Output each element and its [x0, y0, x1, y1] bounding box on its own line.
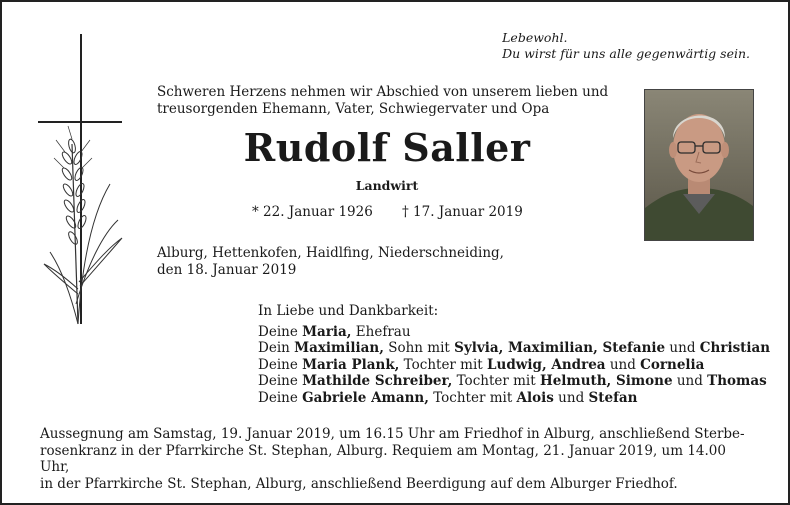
mourner-line — [258, 373, 770, 390]
mourner-name: Alois — [516, 389, 554, 406]
portrait-photo — [644, 89, 754, 241]
mourner-text: und — [553, 389, 589, 406]
cross-with-wheat-icon — [38, 34, 128, 334]
intro-text — [157, 84, 637, 118]
mourner-name: Mathilde Schreiber, — [302, 373, 453, 389]
mourner-line — [258, 324, 770, 341]
mourner-text: Ehefrau — [351, 323, 411, 340]
ceremony-line: rosenkranz in der Pfarrkirche St. Stephan, Alburg. Requiem am Montag, 21. Januar 2019, um 14.00 Uhr, — [40, 442, 726, 475]
mourner-text: Deine — [258, 356, 303, 373]
mourner-name: Sylvia, Maximilian, Stefanie — [454, 340, 666, 356]
mourner-text: Tochter mit — [428, 389, 517, 406]
mourner-name: Ludwig, Andrea — [487, 356, 606, 373]
motto-line: Du wirst für uns alle gegenwärtig sein. — [502, 46, 750, 61]
mourner-name: Thomas — [707, 373, 767, 389]
mourner-text: Sohn mit — [383, 340, 455, 356]
mourner-line — [258, 357, 770, 374]
mourner-name: Helmuth, Simone — [539, 373, 673, 389]
mourner-name: Maximilian, — [294, 340, 384, 356]
mourners-list — [258, 303, 770, 406]
mourner-name: Cornelia — [640, 356, 705, 373]
birth-date: * 22. Januar 1926 — [252, 204, 373, 220]
mourner-line — [258, 390, 770, 407]
mourner-name: Stefan — [588, 389, 638, 406]
intro-line: treusorgenden Ehemann, Vater, Schwiegervater und Opa — [157, 101, 550, 117]
ceremony-details — [40, 426, 756, 492]
occupation: Landwirt — [355, 178, 419, 193]
mourner-text: Deine — [258, 389, 303, 406]
mourner-text: und — [672, 373, 708, 389]
mourner-line — [258, 340, 770, 357]
mourner-text: und — [665, 340, 700, 356]
motto-line: Lebewohl. — [502, 30, 568, 45]
date-line: den 18. Januar 2019 — [157, 262, 297, 278]
motto — [502, 30, 750, 62]
mourner-name: Maria, — [302, 323, 352, 340]
deceased-name: Rudolf Saller — [243, 125, 531, 170]
ceremony-line: Aussegnung am Samstag, 19. Januar 2019, um 16.15 Uhr am Friedhof in Alburg, anschließend Sterbe- — [40, 426, 745, 442]
mourner-name: Gabriele Amann, — [302, 389, 429, 406]
death-date: † 17. Januar 2019 — [402, 204, 523, 220]
mourner-lines — [258, 324, 770, 407]
mourner-name: Christian — [699, 340, 771, 356]
place-and-date — [157, 245, 504, 279]
place-line: Alburg, Hettenkofen, Haidlfing, Niederschneiding, — [157, 245, 504, 261]
mourner-text: Tochter mit — [399, 356, 488, 373]
intro-line: Schweren Herzens nehmen wir Abschied von unserem lieben und — [157, 84, 609, 100]
mourner-text: Deine — [258, 323, 303, 340]
mourners-heading: In Liebe und Dankbarkeit: — [258, 303, 439, 319]
mourner-text: und — [605, 356, 641, 373]
mourner-text: Tochter mit — [452, 373, 540, 389]
mourner-text: Deine — [258, 373, 303, 389]
mourner-text: Dein — [258, 340, 295, 356]
ceremony-line: in der Pfarrkirche St. Stephan, Alburg, anschließend Beerdigung auf dem Alburger Friedhof. — [40, 475, 678, 492]
mourner-name: Maria Plank, — [302, 356, 400, 373]
